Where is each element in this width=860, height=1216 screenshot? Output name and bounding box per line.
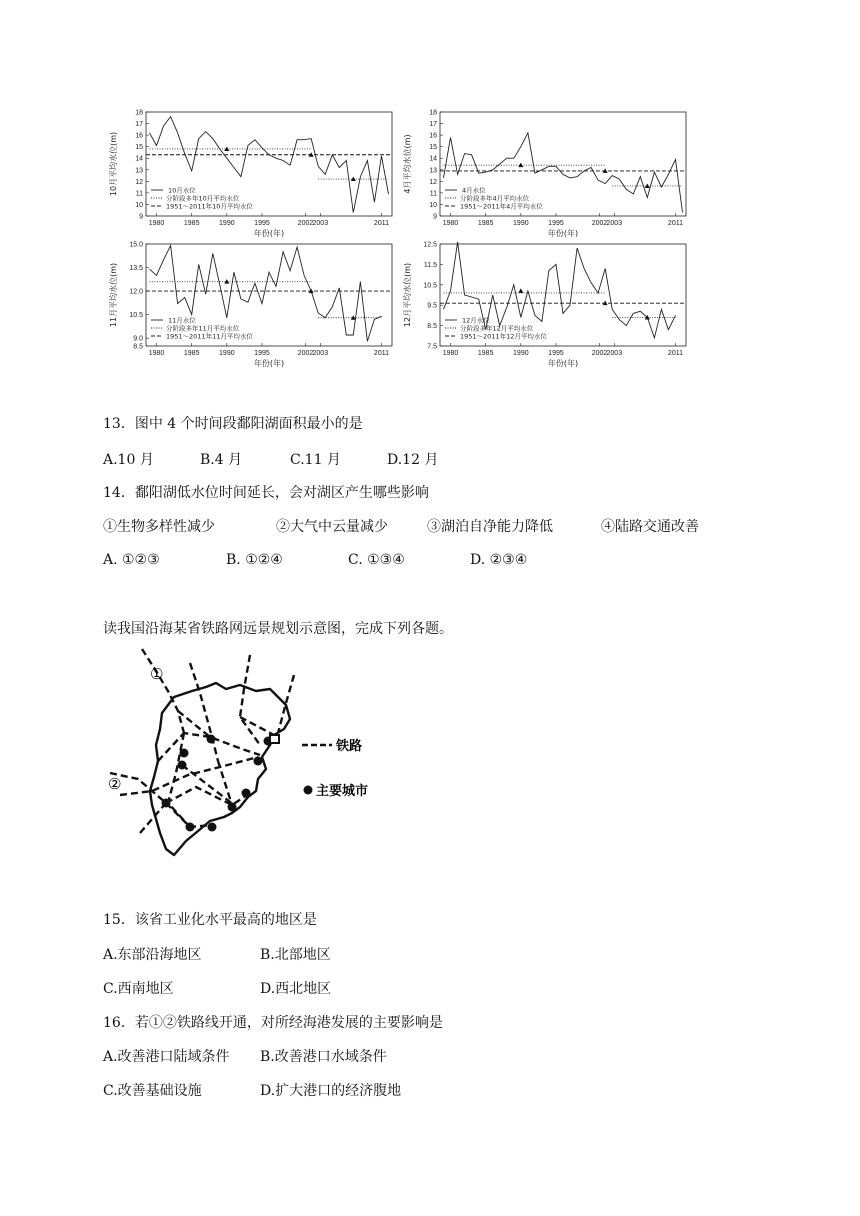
q14-option-d: D. ②③④ (470, 552, 528, 568)
legend-label: 1951～2011年4月平均水位 (460, 202, 543, 211)
map-intro: 读我国沿海某省铁路网远景规划示意图，完成下列各题。 (103, 621, 453, 637)
y-axis-title: 11月平均水位(m) (109, 262, 118, 328)
x-tick-label: 2002 (297, 350, 314, 357)
y-tick-label: 13 (429, 167, 437, 175)
x-axis-title: 年份(年) (547, 359, 579, 368)
x-tick-label: 1995 (548, 220, 564, 227)
city-marker (242, 789, 251, 798)
y-tick-label: 18 (429, 109, 437, 117)
x-tick-label: 1980 (442, 220, 459, 227)
legend-label: 1951～2011年12月平均水位 (460, 332, 547, 341)
y-tick-label: 13.5 (129, 265, 143, 273)
port-marker (270, 735, 279, 743)
q15-option-c: C.西南地区 (103, 981, 174, 997)
x-tick-label: 2003 (312, 220, 329, 227)
city-marker (186, 823, 195, 832)
y-tick-label: 18 (135, 109, 143, 117)
q15-stem: 15．该省工业化水平最高的地区是 (103, 912, 317, 928)
x-tick-label: 1990 (513, 350, 529, 357)
triangle-marker (518, 288, 523, 293)
q16-option-c: C.改善基础设施 (103, 1083, 202, 1099)
x-tick-label: 2011 (373, 350, 389, 357)
legend-label: 分阶段多年11月平均水位 (166, 324, 240, 333)
x-tick-label: 2003 (312, 350, 329, 357)
railway-legend-label: 铁路 (336, 739, 363, 754)
q15-option-a: A.东部沿海地区 (103, 947, 202, 963)
x-tick-label: 2011 (373, 220, 389, 227)
city-marker (228, 803, 237, 812)
x-tick-label: 1985 (183, 220, 200, 227)
x-axis-title: 年份(年) (253, 359, 285, 368)
y-tick-label: 16 (429, 132, 437, 140)
y-tick-label: 11 (429, 190, 437, 198)
x-tick-label: 1995 (254, 220, 270, 227)
x-tick-label: 2011 (667, 220, 683, 227)
x-tick-label: 1980 (442, 350, 459, 357)
q15-option-b: B.北部地区 (260, 947, 331, 963)
x-tick-label: 1980 (148, 350, 165, 357)
y-axis-title: 10月平均水位(m) (109, 131, 118, 197)
q13-option-b: B.4 月 (200, 452, 243, 468)
x-tick-label: 1980 (148, 220, 165, 227)
q13-option-d: D.12 月 (387, 452, 439, 468)
y-tick-label: 9.0 (133, 335, 143, 343)
q14-item-1: ①生物多样性减少 (103, 519, 215, 535)
x-tick-label: 2002 (297, 220, 314, 227)
railway-map (100, 645, 400, 865)
y-tick-label: 14 (135, 155, 143, 163)
y-tick-label: 7.5 (427, 343, 437, 351)
chart-october-svg (100, 108, 400, 240)
y-tick-label: 17 (429, 121, 437, 129)
city-legend-icon (304, 786, 313, 795)
y-tick-label: 9 (433, 213, 437, 221)
y-tick-label: 17 (135, 121, 143, 129)
legend-label: 4月水位 (462, 186, 486, 195)
x-tick-label: 1995 (254, 350, 270, 357)
label-route-1: ① (150, 665, 164, 683)
y-tick-label: 9 (139, 213, 143, 221)
chart-december (394, 240, 694, 370)
chart-april-svg (394, 108, 694, 240)
y-tick-label: 15 (429, 144, 437, 152)
x-tick-label: 2002 (591, 350, 608, 357)
y-tick-label: 10.5 (423, 282, 437, 290)
legend-label: 12月水位 (462, 316, 490, 325)
q14-item-4: ④陆路交通改善 (601, 519, 699, 535)
y-tick-label: 13 (135, 167, 143, 175)
province-outline (150, 683, 290, 855)
y-tick-label: 12.5 (423, 241, 437, 249)
railway-map-svg (100, 645, 400, 865)
y-tick-label: 11.5 (423, 261, 437, 269)
q13-stem: 13．图中 4 个时间段鄱阳湖面积最小的是 (103, 416, 363, 432)
y-tick-label: 15.0 (129, 241, 143, 249)
x-tick-label: 1995 (548, 350, 564, 357)
y-tick-label: 10 (429, 201, 437, 209)
q15-option-d: D.西北地区 (260, 981, 332, 997)
label-route-2: ② (108, 775, 122, 793)
y-tick-label: 14 (429, 155, 437, 163)
q13-option-c: C.11 月 (290, 452, 341, 468)
q14-item-3: ③湖泊自净能力降低 (427, 519, 553, 535)
chart-october (100, 108, 400, 240)
y-tick-label: 10.5 (129, 312, 143, 320)
legend-label: 10月水位 (168, 186, 196, 195)
y-tick-label: 8.5 (133, 343, 143, 351)
city-marker (254, 757, 263, 766)
q14-option-c: C. ①③④ (348, 552, 405, 568)
x-axis-title: 年份(年) (547, 229, 579, 238)
q13-option-a: A.10 月 (103, 452, 154, 468)
x-tick-label: 1990 (219, 220, 235, 227)
x-tick-label: 2011 (667, 350, 683, 357)
y-tick-label: 11 (135, 190, 143, 198)
y-axis-title: 12月平均水位(m) (403, 262, 412, 328)
city-marker (208, 823, 217, 832)
x-tick-label: 2003 (606, 350, 623, 357)
city-markers (162, 735, 273, 832)
legend-label: 分阶段多年4月平均水位 (460, 194, 530, 203)
y-tick-label: 16 (135, 132, 143, 140)
q14-option-b: B. ①②④ (226, 552, 283, 568)
legend-label: 1951～2011年10月平均水位 (166, 202, 253, 211)
city-marker (178, 761, 187, 770)
y-axis-title: 4月平均水位(m) (403, 134, 412, 194)
legend-label: 11月水位 (168, 316, 196, 325)
x-tick-label: 1985 (477, 220, 494, 227)
q14-stem: 14．鄱阳湖低水位时间延长，会对湖区产生哪些影响 (103, 485, 429, 501)
x-tick-label: 1990 (219, 350, 235, 357)
city-marker (207, 735, 216, 744)
city-marker (180, 749, 189, 758)
y-tick-label: 12.0 (129, 288, 143, 296)
chart-april (394, 108, 694, 240)
q14-option-a: A. ①②③ (103, 552, 160, 568)
legend-label: 分阶段多年10月平均水位 (166, 194, 240, 203)
legend-label: 1951～2011年11月平均水位 (166, 332, 253, 341)
y-tick-label: 12 (429, 178, 437, 186)
y-tick-label: 10 (135, 201, 143, 209)
city-marker (162, 799, 171, 808)
x-tick-label: 2002 (591, 220, 608, 227)
q16-option-a: A.改善港口陆域条件 (103, 1049, 230, 1065)
chart-december-svg (394, 240, 694, 370)
q16-option-b: B.改善港口水域条件 (260, 1049, 387, 1065)
legend-label: 分阶段多年12月平均水位 (460, 324, 534, 333)
chart-november-svg (100, 240, 400, 370)
y-tick-label: 8.5 (427, 323, 437, 331)
x-tick-label: 1985 (183, 350, 200, 357)
y-tick-label: 15 (135, 144, 143, 152)
q16-stem: 16．若①②铁路线开通，对所经海港发展的主要影响是 (103, 1015, 443, 1031)
x-axis-title: 年份(年) (253, 229, 285, 238)
x-tick-label: 2003 (606, 220, 623, 227)
chart-november (100, 240, 400, 370)
x-tick-label: 1990 (513, 220, 529, 227)
x-tick-label: 1985 (477, 350, 494, 357)
y-tick-label: 12 (135, 178, 143, 186)
q16-option-d: D.扩大港口的经济腹地 (260, 1083, 402, 1099)
y-tick-label: 9.5 (427, 302, 437, 310)
city-legend-label: 主要城市 (316, 784, 369, 799)
q14-item-2: ②大气中云量减少 (276, 519, 388, 535)
